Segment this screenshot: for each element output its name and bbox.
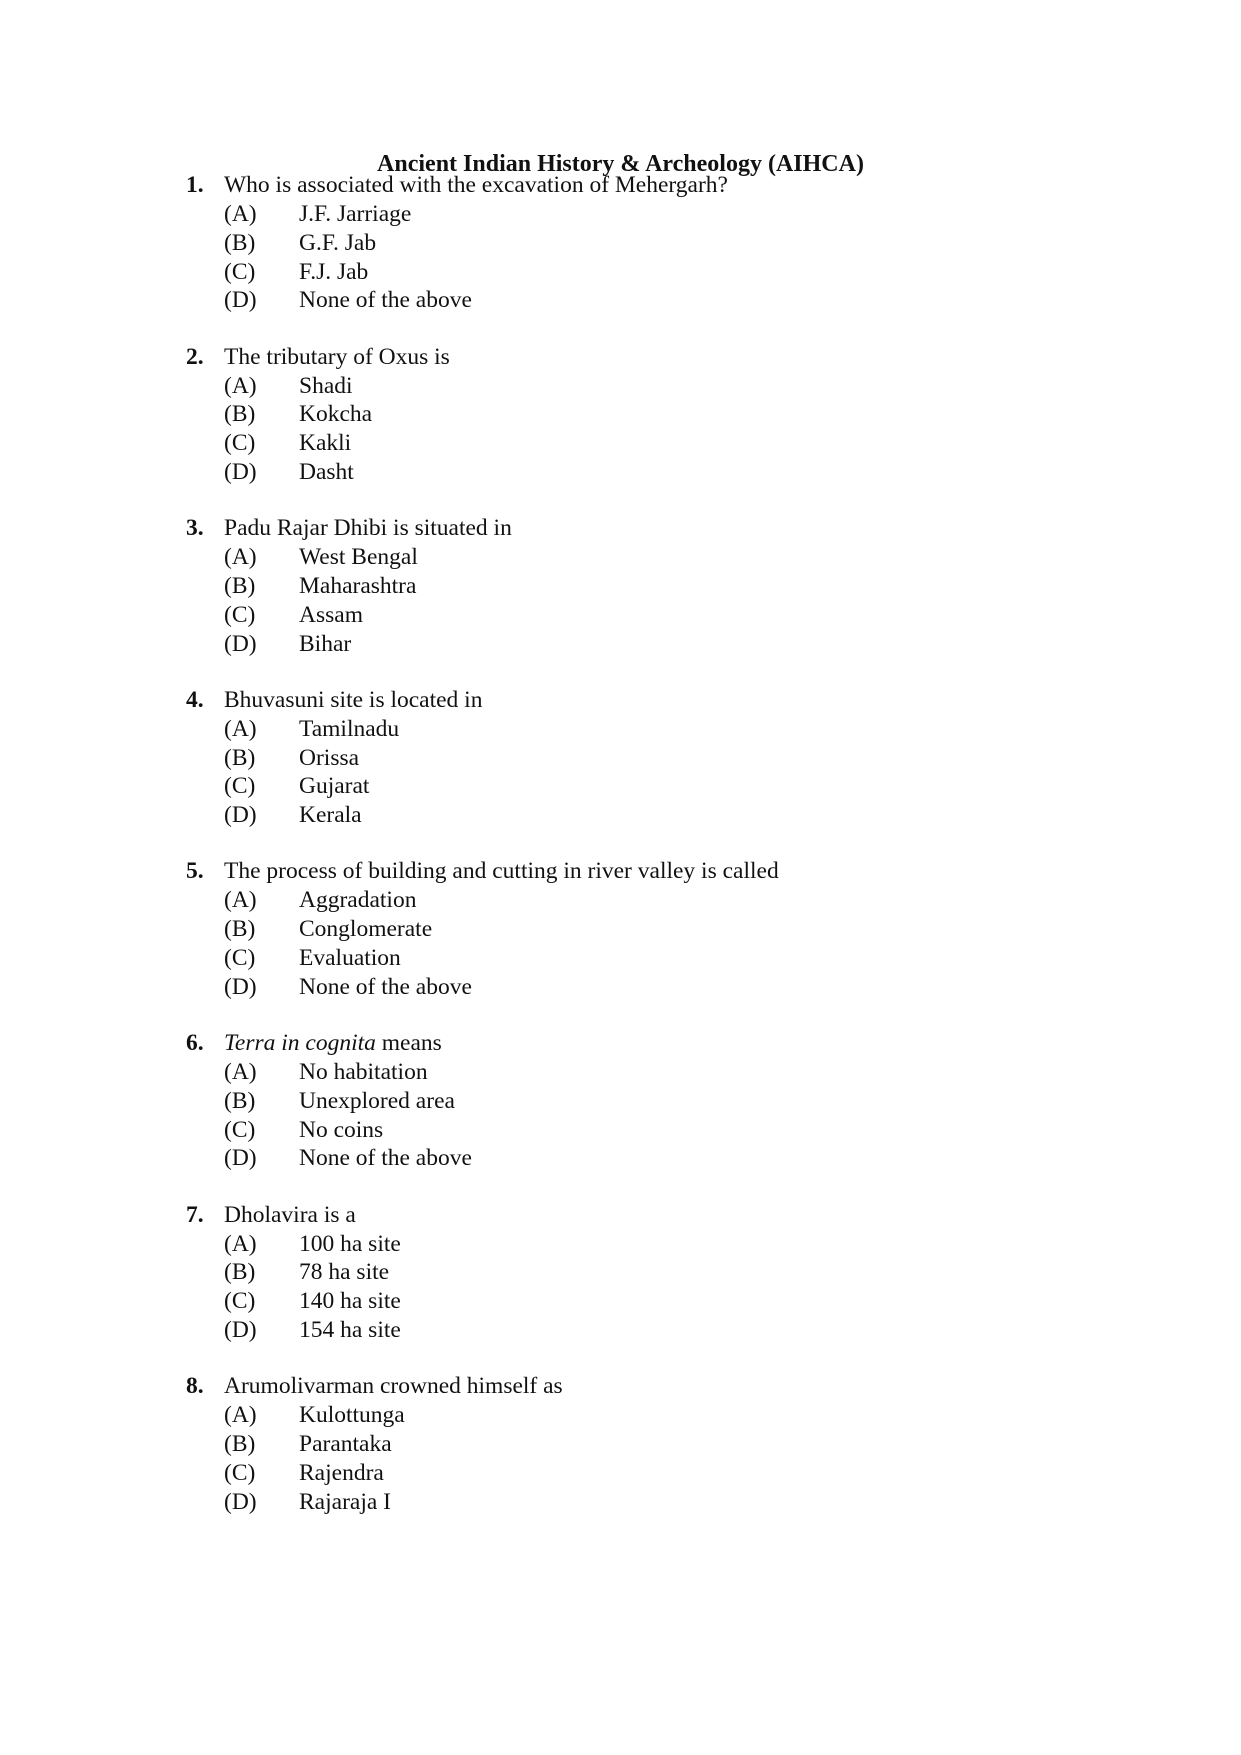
option-text: Evaluation: [299, 944, 401, 971]
option-c: [186, 944, 1086, 973]
option-letter: (A): [224, 372, 257, 399]
option-b: [186, 915, 1086, 944]
question-4: [186, 686, 1086, 830]
option-text: None of the above: [299, 287, 472, 314]
question-text-main: Dholavira is a: [224, 1201, 356, 1228]
option-text: No coins: [299, 1116, 384, 1143]
question-text: [224, 1372, 563, 1401]
option-b: [186, 229, 1086, 258]
option-b: [186, 572, 1086, 601]
question-number: 8.: [186, 1373, 204, 1400]
option-a: [186, 886, 1086, 915]
question-stem: [186, 1201, 1086, 1230]
option-letter: (D): [224, 1316, 257, 1343]
question-number: 7.: [186, 1201, 204, 1228]
question-stem: [186, 343, 1086, 372]
option-text: 140 ha site: [299, 1288, 401, 1315]
question-3: [186, 514, 1086, 658]
option-text: Conglomerate: [299, 916, 433, 943]
option-text: Shadi: [299, 372, 353, 399]
option-letter: (C): [224, 1288, 256, 1315]
option-letter: (B): [224, 744, 256, 771]
option-letter: (B): [224, 1259, 256, 1286]
question-text-main: Padu Rajar Dhibi is situated in: [224, 515, 512, 542]
question-number: 5.: [186, 858, 204, 885]
option-letter: (D): [224, 458, 257, 485]
option-d: [186, 1144, 1086, 1173]
question-text-italic: Terra in cognita: [224, 1030, 376, 1056]
option-text: Gujarat: [299, 773, 370, 800]
option-letter: (A): [224, 544, 257, 571]
option-a: [186, 200, 1086, 229]
option-b: [186, 400, 1086, 429]
option-text: 78 ha site: [299, 1259, 390, 1286]
option-letter: (D): [224, 287, 257, 314]
question-6: [186, 1029, 1086, 1173]
option-letter: (D): [224, 973, 257, 1000]
option-text: Parantaka: [299, 1430, 392, 1457]
question-stem: [186, 514, 1086, 543]
question-text: [224, 1201, 356, 1230]
option-letter: (D): [224, 1145, 257, 1172]
option-a: [186, 543, 1086, 572]
question-text-main: The tributary of Oxus is: [224, 343, 450, 370]
option-c: [186, 601, 1086, 630]
option-a: [186, 1230, 1086, 1259]
option-text: Kerala: [299, 802, 362, 829]
option-text: 154 ha site: [299, 1316, 401, 1343]
question-2: [186, 343, 1086, 487]
option-letter: (C): [224, 258, 256, 285]
question-text: [224, 514, 512, 543]
question-stem: [186, 686, 1086, 715]
question-text: [224, 1029, 442, 1058]
option-text: Rajaraja I: [299, 1488, 391, 1515]
option-letter: (D): [224, 802, 257, 829]
option-letter: (C): [224, 773, 256, 800]
question-stem: [186, 1029, 1086, 1058]
option-letter: (A): [224, 201, 257, 227]
option-letter: (A): [224, 1230, 257, 1257]
option-letter: (C): [224, 1116, 256, 1143]
option-c: [186, 1287, 1086, 1316]
option-text: West Bengal: [299, 544, 418, 571]
option-a: [186, 1058, 1086, 1087]
option-text: Assam: [299, 601, 363, 628]
option-a: [186, 715, 1086, 744]
option-letter: (A): [224, 715, 257, 742]
option-letter: (A): [224, 1402, 257, 1429]
option-letter: (C): [224, 601, 256, 628]
question-number: 1.: [186, 172, 204, 198]
option-text: Maharashtra: [299, 572, 417, 599]
question-number: 2.: [186, 343, 204, 370]
option-b: [186, 1430, 1086, 1459]
option-letter: (A): [224, 1059, 257, 1085]
option-text: Kakli: [299, 430, 352, 457]
option-d: [186, 458, 1086, 487]
option-a: [186, 372, 1086, 401]
question-number: 6.: [186, 1030, 204, 1056]
page-title: Ancient Indian History & Archeology (AIHCA): [377, 151, 864, 177]
option-b: [186, 1087, 1086, 1116]
option-letter: (D): [224, 1488, 257, 1515]
option-d: [186, 286, 1086, 315]
option-d: [186, 630, 1086, 659]
option-text: 100 ha site: [299, 1230, 401, 1257]
question-text: [224, 686, 482, 715]
option-letter: (B): [224, 229, 256, 256]
option-letter: (B): [224, 916, 256, 943]
question-5: [186, 857, 1086, 1001]
option-text: J.F. Jarriage: [299, 201, 412, 227]
option-d: [186, 1316, 1086, 1345]
option-c: [186, 1459, 1086, 1488]
option-text: G.F. Jab: [299, 229, 377, 256]
option-text: Kulottunga: [299, 1402, 405, 1429]
option-text: None of the above: [299, 973, 472, 1000]
question-1: [186, 171, 1086, 315]
option-letter: (C): [224, 944, 256, 971]
question-stem: [186, 857, 1086, 886]
question-8: [186, 1372, 1086, 1516]
option-text: None of the above: [299, 1145, 472, 1172]
option-c: [186, 1116, 1086, 1145]
option-letter: (C): [224, 430, 256, 457]
option-text: F.J. Jab: [299, 258, 369, 285]
option-d: [186, 801, 1086, 830]
question-text-main: Arumolivarman crowned himself as: [224, 1373, 563, 1400]
option-d: [186, 1488, 1086, 1517]
question-text-suffix: means: [375, 1030, 442, 1056]
option-text: Tamilnadu: [299, 715, 400, 742]
question-text-main: The process of building and cutting in river valley is called: [224, 858, 779, 885]
option-d: [186, 973, 1086, 1002]
option-letter: (B): [224, 1430, 256, 1457]
question-stem: [186, 171, 1086, 200]
option-letter: (B): [224, 572, 256, 599]
option-text: Unexplored area: [299, 1087, 455, 1114]
option-c: [186, 429, 1086, 458]
option-b: [186, 744, 1086, 773]
option-letter: (B): [224, 401, 256, 428]
question-text-main: Who is associated with the excavation of Mehergarh?: [224, 172, 728, 198]
option-text: Aggradation: [299, 887, 417, 914]
question-text: [224, 857, 779, 886]
option-letter: (B): [224, 1087, 256, 1114]
option-text: No habitation: [299, 1059, 428, 1085]
option-c: [186, 772, 1086, 801]
option-text: Orissa: [299, 744, 360, 771]
option-letter: (C): [224, 1459, 256, 1486]
option-text: Rajendra: [299, 1459, 384, 1486]
question-stem: [186, 1372, 1086, 1401]
question-text-main: Bhuvasuni site is located in: [224, 686, 483, 713]
question-number: 4.: [186, 686, 204, 713]
option-b: [186, 1258, 1086, 1287]
option-text: Bihar: [299, 630, 352, 657]
option-text: Kokcha: [299, 401, 373, 428]
option-letter: (A): [224, 887, 257, 914]
question-text: [224, 343, 450, 372]
option-text: Dasht: [299, 458, 354, 485]
option-letter: (D): [224, 630, 257, 657]
question-text: [224, 171, 728, 200]
option-a: [186, 1401, 1086, 1430]
option-c: [186, 258, 1086, 287]
question-number: 3.: [186, 515, 204, 542]
question-7: [186, 1201, 1086, 1345]
